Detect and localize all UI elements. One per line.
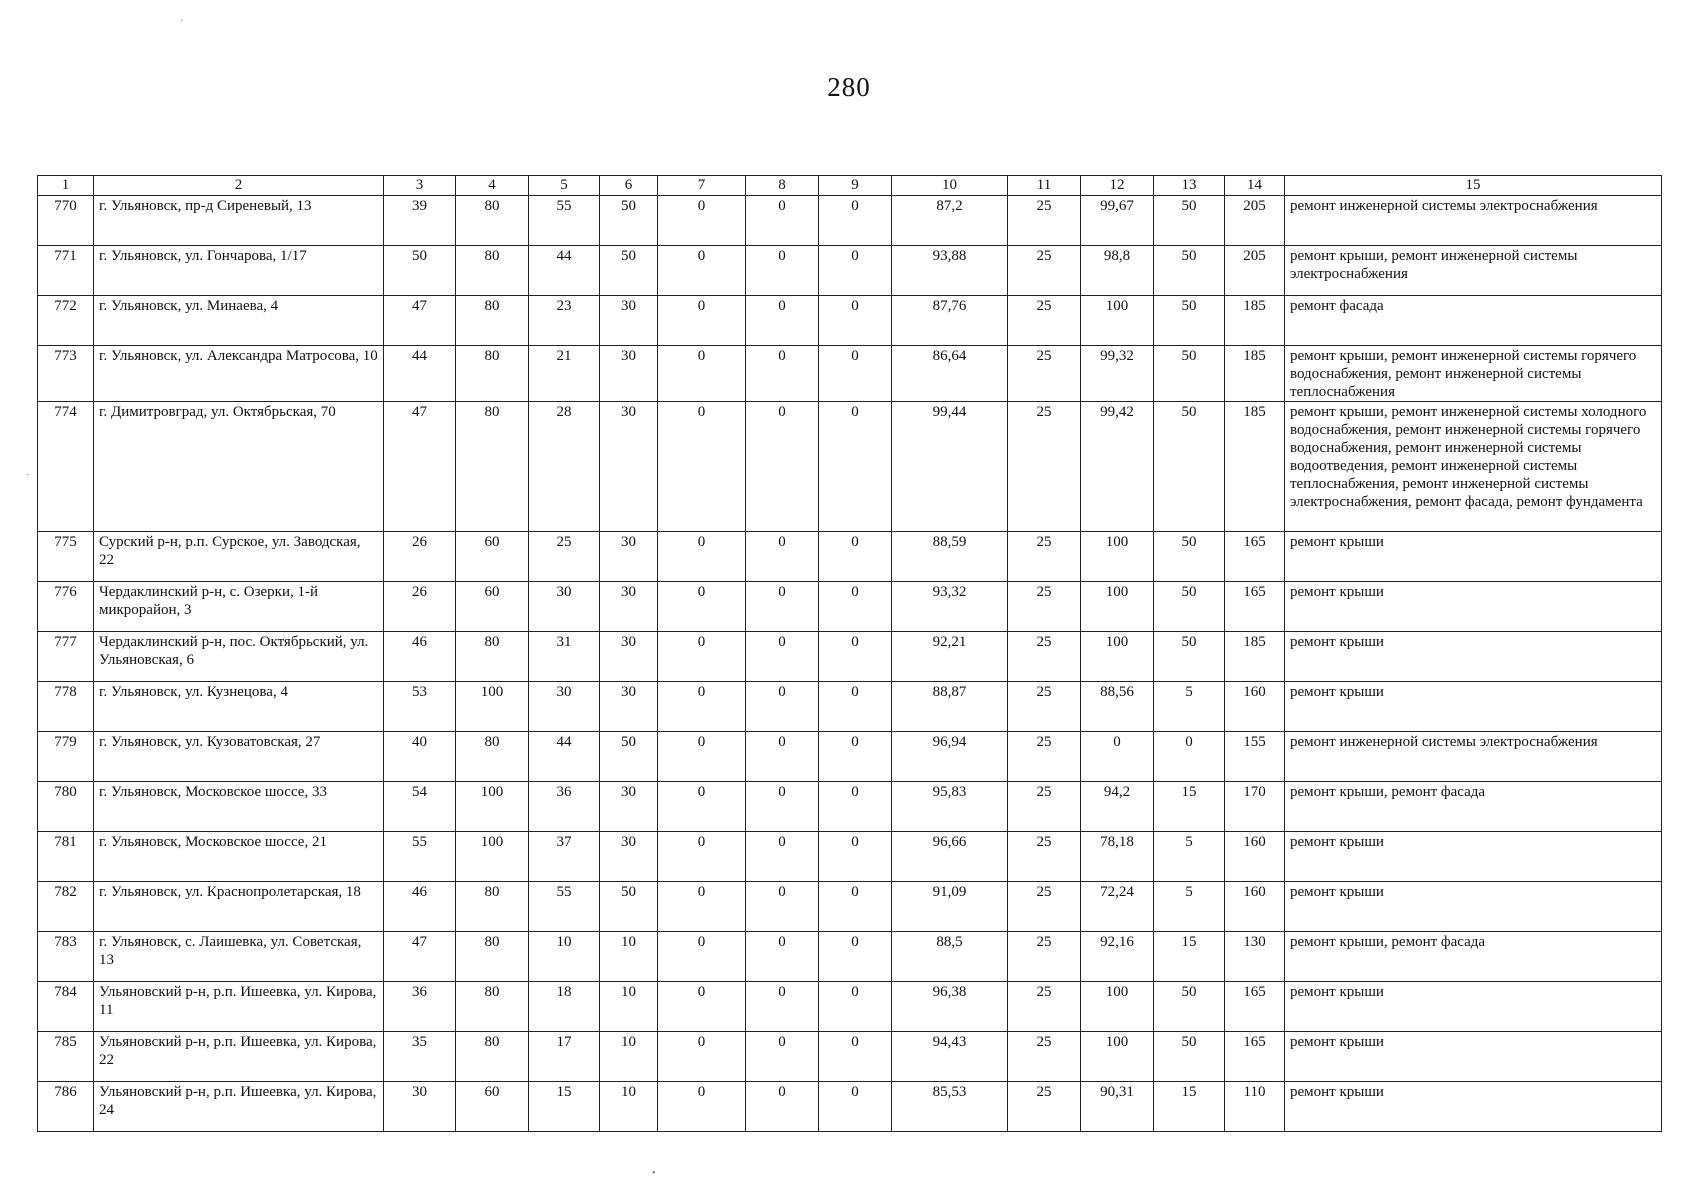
col-12-value-cell: 88,56 xyxy=(1081,682,1154,732)
works-list-cell: ремонт крыши xyxy=(1285,1032,1662,1082)
col-11-value-cell: 25 xyxy=(1008,296,1081,346)
col-7-value-cell: 0 xyxy=(658,532,746,582)
col-8-value-cell: 0 xyxy=(746,246,819,296)
col-7-value-cell: 0 xyxy=(658,782,746,832)
row-number-cell: 772 xyxy=(38,296,94,346)
col-5-value-cell: 37 xyxy=(529,832,600,882)
col-6-value-cell: 30 xyxy=(600,532,658,582)
col-3-value-cell: 36 xyxy=(384,982,456,1032)
col-14-value-cell: 170 xyxy=(1225,782,1285,832)
col-13-value-cell: 0 xyxy=(1154,732,1225,782)
row-number-cell: 780 xyxy=(38,782,94,832)
table-row xyxy=(38,682,1662,732)
address-cell: г. Ульяновск, Московское шоссе, 21 xyxy=(94,832,384,882)
col-10-value-cell: 95,83 xyxy=(892,782,1008,832)
column-number-12: 12 xyxy=(1081,176,1154,196)
table-row xyxy=(38,582,1662,632)
table-row xyxy=(38,402,1662,532)
col-10-value-cell: 88,5 xyxy=(892,932,1008,982)
address-cell: г. Ульяновск, ул. Кузоватовская, 27 xyxy=(94,732,384,782)
address-cell: г. Ульяновск, ул. Краснопролетарская, 18 xyxy=(94,882,384,932)
col-8-value-cell: 0 xyxy=(746,832,819,882)
col-13-value-cell: 15 xyxy=(1154,1082,1225,1132)
col-13-value-cell: 50 xyxy=(1154,402,1225,532)
col-12-value-cell: 90,31 xyxy=(1081,1082,1154,1132)
col-10-value-cell: 92,21 xyxy=(892,632,1008,682)
col-3-value-cell: 47 xyxy=(384,932,456,982)
address-cell: Чердаклинский р-н, пос. Октябрьский, ул. Ульяновская, 6 xyxy=(94,632,384,682)
col-6-value-cell: 50 xyxy=(600,732,658,782)
col-11-value-cell: 25 xyxy=(1008,346,1081,402)
col-14-value-cell: 185 xyxy=(1225,402,1285,532)
col-12-value-cell: 100 xyxy=(1081,1032,1154,1082)
col-11-value-cell: 25 xyxy=(1008,582,1081,632)
works-list-cell: ремонт крыши xyxy=(1285,882,1662,932)
col-9-value-cell: 0 xyxy=(819,246,892,296)
works-list-cell: ремонт инженерной системы электроснабжения xyxy=(1285,732,1662,782)
address-cell: Ульяновский р-н, р.п. Ишеевка, ул. Кирова, 22 xyxy=(94,1032,384,1082)
col-9-value-cell: 0 xyxy=(819,882,892,932)
row-number-cell: 781 xyxy=(38,832,94,882)
col-7-value-cell: 0 xyxy=(658,196,746,246)
row-number-cell: 777 xyxy=(38,632,94,682)
works-list-cell: ремонт крыши, ремонт инженерной системы горячего водоснабжения, ремонт инженерной системы теплоснабжения xyxy=(1285,346,1662,402)
col-6-value-cell: 50 xyxy=(600,196,658,246)
table-row xyxy=(38,982,1662,1032)
col-9-value-cell: 0 xyxy=(819,196,892,246)
col-13-value-cell: 50 xyxy=(1154,296,1225,346)
col-8-value-cell: 0 xyxy=(746,882,819,932)
column-number-header-row xyxy=(38,176,1662,196)
col-11-value-cell: 25 xyxy=(1008,832,1081,882)
table-row xyxy=(38,632,1662,682)
col-12-value-cell: 100 xyxy=(1081,532,1154,582)
col-8-value-cell: 0 xyxy=(746,632,819,682)
col-5-value-cell: 55 xyxy=(529,882,600,932)
col-4-value-cell: 100 xyxy=(456,782,529,832)
col-9-value-cell: 0 xyxy=(819,402,892,532)
col-5-value-cell: 15 xyxy=(529,1082,600,1132)
column-number-2: 2 xyxy=(94,176,384,196)
col-3-value-cell: 54 xyxy=(384,782,456,832)
col-8-value-cell: 0 xyxy=(746,682,819,732)
col-4-value-cell: 60 xyxy=(456,1082,529,1132)
row-number-cell: 778 xyxy=(38,682,94,732)
works-list-cell: ремонт инженерной системы электроснабжения xyxy=(1285,196,1662,246)
address-cell: г. Димитровград, ул. Октябрьская, 70 xyxy=(94,402,384,532)
col-14-value-cell: 185 xyxy=(1225,346,1285,402)
col-12-value-cell: 98,8 xyxy=(1081,246,1154,296)
col-8-value-cell: 0 xyxy=(746,1082,819,1132)
col-13-value-cell: 50 xyxy=(1154,1032,1225,1082)
col-14-value-cell: 160 xyxy=(1225,832,1285,882)
address-cell: г. Ульяновск, с. Лаишевка, ул. Советская, 13 xyxy=(94,932,384,982)
col-7-value-cell: 0 xyxy=(658,832,746,882)
works-list-cell: ремонт крыши xyxy=(1285,532,1662,582)
col-14-value-cell: 130 xyxy=(1225,932,1285,982)
column-number-7: 7 xyxy=(658,176,746,196)
col-13-value-cell: 5 xyxy=(1154,832,1225,882)
address-cell: г. Ульяновск, ул. Минаева, 4 xyxy=(94,296,384,346)
col-12-value-cell: 72,24 xyxy=(1081,882,1154,932)
col-10-value-cell: 96,38 xyxy=(892,982,1008,1032)
column-number-8: 8 xyxy=(746,176,819,196)
col-13-value-cell: 5 xyxy=(1154,882,1225,932)
row-number-cell: 782 xyxy=(38,882,94,932)
works-list-cell: ремонт крыши xyxy=(1285,832,1662,882)
col-7-value-cell: 0 xyxy=(658,882,746,932)
col-8-value-cell: 0 xyxy=(746,346,819,402)
table-body xyxy=(38,196,1662,1132)
table-row xyxy=(38,832,1662,882)
col-5-value-cell: 30 xyxy=(529,582,600,632)
col-12-value-cell: 78,18 xyxy=(1081,832,1154,882)
col-6-value-cell: 10 xyxy=(600,932,658,982)
col-4-value-cell: 80 xyxy=(456,732,529,782)
col-10-value-cell: 91,09 xyxy=(892,882,1008,932)
col-14-value-cell: 165 xyxy=(1225,582,1285,632)
col-10-value-cell: 87,76 xyxy=(892,296,1008,346)
col-9-value-cell: 0 xyxy=(819,1082,892,1132)
col-10-value-cell: 96,94 xyxy=(892,732,1008,782)
col-14-value-cell: 165 xyxy=(1225,982,1285,1032)
column-number-5: 5 xyxy=(529,176,600,196)
col-11-value-cell: 25 xyxy=(1008,982,1081,1032)
works-list-cell: ремонт крыши, ремонт инженерной системы электроснабжения xyxy=(1285,246,1662,296)
col-6-value-cell: 30 xyxy=(600,582,658,632)
col-3-value-cell: 39 xyxy=(384,196,456,246)
col-3-value-cell: 44 xyxy=(384,346,456,402)
col-14-value-cell: 110 xyxy=(1225,1082,1285,1132)
col-8-value-cell: 0 xyxy=(746,732,819,782)
col-4-value-cell: 80 xyxy=(456,346,529,402)
col-9-value-cell: 0 xyxy=(819,632,892,682)
col-12-value-cell: 100 xyxy=(1081,982,1154,1032)
table-row xyxy=(38,782,1662,832)
col-6-value-cell: 10 xyxy=(600,1032,658,1082)
col-3-value-cell: 40 xyxy=(384,732,456,782)
works-list-cell: ремонт крыши xyxy=(1285,682,1662,732)
col-10-value-cell: 93,32 xyxy=(892,582,1008,632)
col-11-value-cell: 25 xyxy=(1008,632,1081,682)
col-13-value-cell: 50 xyxy=(1154,196,1225,246)
col-4-value-cell: 100 xyxy=(456,832,529,882)
col-13-value-cell: 50 xyxy=(1154,346,1225,402)
works-list-cell: ремонт крыши, ремонт фасада xyxy=(1285,932,1662,982)
col-11-value-cell: 25 xyxy=(1008,1032,1081,1082)
col-11-value-cell: 25 xyxy=(1008,532,1081,582)
col-3-value-cell: 47 xyxy=(384,402,456,532)
col-11-value-cell: 25 xyxy=(1008,732,1081,782)
col-12-value-cell: 99,32 xyxy=(1081,346,1154,402)
col-14-value-cell: 185 xyxy=(1225,632,1285,682)
row-number-cell: 786 xyxy=(38,1082,94,1132)
col-5-value-cell: 55 xyxy=(529,196,600,246)
col-9-value-cell: 0 xyxy=(819,732,892,782)
col-9-value-cell: 0 xyxy=(819,346,892,402)
col-6-value-cell: 30 xyxy=(600,632,658,682)
col-8-value-cell: 0 xyxy=(746,982,819,1032)
row-number-cell: 775 xyxy=(38,532,94,582)
col-10-value-cell: 85,53 xyxy=(892,1082,1008,1132)
col-11-value-cell: 25 xyxy=(1008,682,1081,732)
column-number-1: 1 xyxy=(38,176,94,196)
col-10-value-cell: 96,66 xyxy=(892,832,1008,882)
table-row xyxy=(38,346,1662,402)
col-4-value-cell: 80 xyxy=(456,296,529,346)
row-number-cell: 770 xyxy=(38,196,94,246)
col-5-value-cell: 18 xyxy=(529,982,600,1032)
address-cell: г. Ульяновск, Московское шоссе, 33 xyxy=(94,782,384,832)
col-7-value-cell: 0 xyxy=(658,682,746,732)
col-12-value-cell: 92,16 xyxy=(1081,932,1154,982)
works-list-cell: ремонт крыши xyxy=(1285,632,1662,682)
col-10-value-cell: 99,44 xyxy=(892,402,1008,532)
col-4-value-cell: 60 xyxy=(456,532,529,582)
col-7-value-cell: 0 xyxy=(658,1082,746,1132)
table-row xyxy=(38,246,1662,296)
row-number-cell: 783 xyxy=(38,932,94,982)
col-6-value-cell: 30 xyxy=(600,346,658,402)
column-number-15: 15 xyxy=(1285,176,1662,196)
col-3-value-cell: 30 xyxy=(384,1082,456,1132)
col-13-value-cell: 50 xyxy=(1154,532,1225,582)
col-10-value-cell: 88,59 xyxy=(892,532,1008,582)
col-8-value-cell: 0 xyxy=(746,402,819,532)
works-list-cell: ремонт фасада xyxy=(1285,296,1662,346)
table-row xyxy=(38,1032,1662,1082)
column-number-10: 10 xyxy=(892,176,1008,196)
col-4-value-cell: 80 xyxy=(456,246,529,296)
table-row xyxy=(38,882,1662,932)
col-7-value-cell: 0 xyxy=(658,346,746,402)
col-6-value-cell: 30 xyxy=(600,402,658,532)
col-14-value-cell: 205 xyxy=(1225,196,1285,246)
col-8-value-cell: 0 xyxy=(746,196,819,246)
col-9-value-cell: 0 xyxy=(819,932,892,982)
col-10-value-cell: 94,43 xyxy=(892,1032,1008,1082)
col-8-value-cell: 0 xyxy=(746,932,819,982)
col-9-value-cell: 0 xyxy=(819,296,892,346)
address-cell: г. Ульяновск, ул. Александра Матросова, 10 xyxy=(94,346,384,402)
col-3-value-cell: 47 xyxy=(384,296,456,346)
col-12-value-cell: 100 xyxy=(1081,582,1154,632)
col-7-value-cell: 0 xyxy=(658,982,746,1032)
col-14-value-cell: 165 xyxy=(1225,1032,1285,1082)
col-13-value-cell: 50 xyxy=(1154,632,1225,682)
col-13-value-cell: 15 xyxy=(1154,932,1225,982)
col-9-value-cell: 0 xyxy=(819,832,892,882)
address-cell: Ульяновский р-н, р.п. Ишеевка, ул. Кирова, 11 xyxy=(94,982,384,1032)
row-number-cell: 771 xyxy=(38,246,94,296)
col-12-value-cell: 100 xyxy=(1081,632,1154,682)
works-list-cell: ремонт крыши xyxy=(1285,582,1662,632)
col-8-value-cell: 0 xyxy=(746,782,819,832)
col-5-value-cell: 21 xyxy=(529,346,600,402)
col-4-value-cell: 80 xyxy=(456,982,529,1032)
col-4-value-cell: 60 xyxy=(456,582,529,632)
col-4-value-cell: 80 xyxy=(456,402,529,532)
col-11-value-cell: 25 xyxy=(1008,1082,1081,1132)
col-7-value-cell: 0 xyxy=(658,632,746,682)
address-cell: Сурский р-н, р.п. Сурское, ул. Заводская, 22 xyxy=(94,532,384,582)
col-11-value-cell: 25 xyxy=(1008,782,1081,832)
col-6-value-cell: 10 xyxy=(600,1082,658,1132)
col-5-value-cell: 36 xyxy=(529,782,600,832)
col-5-value-cell: 17 xyxy=(529,1032,600,1082)
row-number-cell: 774 xyxy=(38,402,94,532)
col-4-value-cell: 100 xyxy=(456,682,529,732)
col-5-value-cell: 30 xyxy=(529,682,600,732)
col-3-value-cell: 26 xyxy=(384,582,456,632)
works-list-cell: ремонт крыши, ремонт фасада xyxy=(1285,782,1662,832)
column-number-4: 4 xyxy=(456,176,529,196)
col-5-value-cell: 25 xyxy=(529,532,600,582)
col-8-value-cell: 0 xyxy=(746,532,819,582)
col-9-value-cell: 0 xyxy=(819,782,892,832)
col-11-value-cell: 25 xyxy=(1008,196,1081,246)
col-3-value-cell: 35 xyxy=(384,1032,456,1082)
col-10-value-cell: 93,88 xyxy=(892,246,1008,296)
col-14-value-cell: 155 xyxy=(1225,732,1285,782)
scan-speck: · xyxy=(26,470,30,481)
col-7-value-cell: 0 xyxy=(658,932,746,982)
works-list-cell: ремонт крыши xyxy=(1285,1082,1662,1132)
col-6-value-cell: 50 xyxy=(600,246,658,296)
col-11-value-cell: 25 xyxy=(1008,882,1081,932)
column-number-11: 11 xyxy=(1008,176,1081,196)
col-6-value-cell: 50 xyxy=(600,882,658,932)
col-3-value-cell: 55 xyxy=(384,832,456,882)
column-number-14: 14 xyxy=(1225,176,1285,196)
works-list-cell: ремонт крыши xyxy=(1285,982,1662,1032)
col-4-value-cell: 80 xyxy=(456,196,529,246)
col-7-value-cell: 0 xyxy=(658,732,746,782)
col-8-value-cell: 0 xyxy=(746,296,819,346)
col-5-value-cell: 28 xyxy=(529,402,600,532)
col-12-value-cell: 99,67 xyxy=(1081,196,1154,246)
col-7-value-cell: 0 xyxy=(658,582,746,632)
col-11-value-cell: 25 xyxy=(1008,932,1081,982)
col-3-value-cell: 46 xyxy=(384,882,456,932)
address-cell: г. Ульяновск, пр-д Сиреневый, 13 xyxy=(94,196,384,246)
column-number-9: 9 xyxy=(819,176,892,196)
col-14-value-cell: 160 xyxy=(1225,882,1285,932)
column-number-13: 13 xyxy=(1154,176,1225,196)
table-row xyxy=(38,732,1662,782)
col-7-value-cell: 0 xyxy=(658,402,746,532)
col-3-value-cell: 53 xyxy=(384,682,456,732)
col-6-value-cell: 30 xyxy=(600,832,658,882)
col-11-value-cell: 25 xyxy=(1008,402,1081,532)
table-row xyxy=(38,196,1662,246)
col-9-value-cell: 0 xyxy=(819,682,892,732)
col-6-value-cell: 30 xyxy=(600,296,658,346)
address-cell: г. Ульяновск, ул. Гончарова, 1/17 xyxy=(94,246,384,296)
col-4-value-cell: 80 xyxy=(456,1032,529,1082)
col-10-value-cell: 86,64 xyxy=(892,346,1008,402)
col-4-value-cell: 80 xyxy=(456,932,529,982)
table-row xyxy=(38,296,1662,346)
col-14-value-cell: 205 xyxy=(1225,246,1285,296)
col-14-value-cell: 165 xyxy=(1225,532,1285,582)
buildings-register-table xyxy=(37,175,1662,1132)
page-number: 280 xyxy=(827,72,871,102)
col-5-value-cell: 23 xyxy=(529,296,600,346)
col-7-value-cell: 0 xyxy=(658,296,746,346)
col-9-value-cell: 0 xyxy=(819,532,892,582)
col-12-value-cell: 99,42 xyxy=(1081,402,1154,532)
address-cell: г. Ульяновск, ул. Кузнецова, 4 xyxy=(94,682,384,732)
col-13-value-cell: 50 xyxy=(1154,982,1225,1032)
col-13-value-cell: 50 xyxy=(1154,246,1225,296)
col-6-value-cell: 30 xyxy=(600,682,658,732)
row-number-cell: 779 xyxy=(38,732,94,782)
col-9-value-cell: 0 xyxy=(819,582,892,632)
table-row xyxy=(38,532,1662,582)
col-12-value-cell: 100 xyxy=(1081,296,1154,346)
col-14-value-cell: 185 xyxy=(1225,296,1285,346)
col-7-value-cell: 0 xyxy=(658,1032,746,1082)
col-9-value-cell: 0 xyxy=(819,982,892,1032)
address-cell: Чердаклинский р-н, с. Озерки, 1-й микрорайон, 3 xyxy=(94,582,384,632)
scan-speck: • xyxy=(652,1168,656,1179)
col-3-value-cell: 50 xyxy=(384,246,456,296)
col-5-value-cell: 44 xyxy=(529,732,600,782)
col-8-value-cell: 0 xyxy=(746,1032,819,1082)
row-number-cell: 776 xyxy=(38,582,94,632)
col-6-value-cell: 30 xyxy=(600,782,658,832)
works-list-cell: ремонт крыши, ремонт инженерной системы холодного водоснабжения, ремонт инженерной системы горячего водоснабжения, ремонт инженерной системы водоотведения, ремонт инженерной системы теплоснабжения, ремонт инженерной системы электроснабжения, ремонт фасада, ремонт фундамента xyxy=(1285,402,1662,532)
col-8-value-cell: 0 xyxy=(746,582,819,632)
col-11-value-cell: 25 xyxy=(1008,246,1081,296)
col-3-value-cell: 46 xyxy=(384,632,456,682)
col-3-value-cell: 26 xyxy=(384,532,456,582)
col-13-value-cell: 15 xyxy=(1154,782,1225,832)
col-4-value-cell: 80 xyxy=(456,632,529,682)
col-10-value-cell: 87,2 xyxy=(892,196,1008,246)
address-cell: Ульяновский р-н, р.п. Ишеевка, ул. Кирова, 24 xyxy=(94,1082,384,1132)
col-13-value-cell: 50 xyxy=(1154,582,1225,632)
row-number-cell: 773 xyxy=(38,346,94,402)
table-row xyxy=(38,1082,1662,1132)
col-14-value-cell: 160 xyxy=(1225,682,1285,732)
col-10-value-cell: 88,87 xyxy=(892,682,1008,732)
col-5-value-cell: 44 xyxy=(529,246,600,296)
col-9-value-cell: 0 xyxy=(819,1032,892,1082)
col-4-value-cell: 80 xyxy=(456,882,529,932)
row-number-cell: 785 xyxy=(38,1032,94,1082)
column-number-6: 6 xyxy=(600,176,658,196)
row-number-cell: 784 xyxy=(38,982,94,1032)
col-5-value-cell: 10 xyxy=(529,932,600,982)
col-6-value-cell: 10 xyxy=(600,982,658,1032)
column-number-3: 3 xyxy=(384,176,456,196)
col-12-value-cell: 0 xyxy=(1081,732,1154,782)
table-row xyxy=(38,932,1662,982)
col-5-value-cell: 31 xyxy=(529,632,600,682)
col-13-value-cell: 5 xyxy=(1154,682,1225,732)
scan-speck: · xyxy=(180,16,184,27)
col-7-value-cell: 0 xyxy=(658,246,746,296)
col-12-value-cell: 94,2 xyxy=(1081,782,1154,832)
